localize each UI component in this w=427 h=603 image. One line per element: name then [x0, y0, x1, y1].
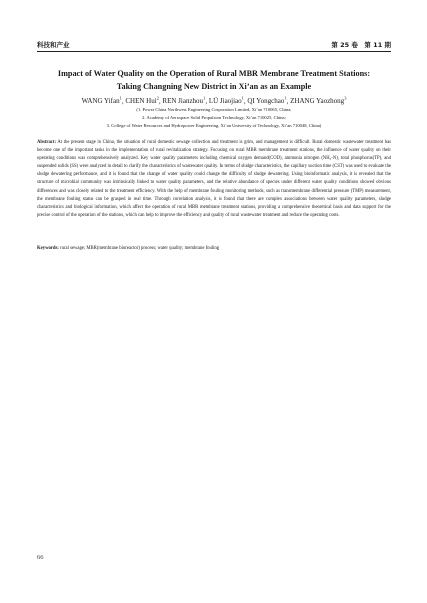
page-number: 66	[37, 554, 44, 561]
affiliation: 2. Academy of Aerospace Solid Propulsion Technology, Xi’an 710025, China;	[142, 115, 286, 121]
author-list: WANG Yifan$^1$, CHEN Hui$^2$, REN Jianzhou$^1$, LÜ Jiaojiao$^1$, QI Yongchao$^1$, ZHANG Yaozhong$^3$	[81, 96, 347, 106]
issue-number: 第 25 卷 第 11 期	[331, 41, 391, 49]
running-head	[37, 40, 391, 51]
author: REN Jianzhou$^1$	[162, 96, 206, 106]
abstract	[37, 139, 391, 220]
header-rule	[37, 51, 391, 52]
keywords	[37, 245, 391, 253]
author: ZHANG Yaozhong$^3$	[290, 96, 347, 106]
journal-name: 科技和产业	[37, 41, 70, 49]
author: QI Yongchao$^1$	[247, 96, 287, 106]
abstract-label: Abstract:	[37, 140, 57, 145]
affiliations	[37, 106, 391, 130]
author: WANG Yifan$^1$	[81, 96, 122, 106]
affiliation: (1. Power China Northwest Engineering Corporation Limited, Xi’an 710065, China;	[136, 107, 292, 112]
abstract-text: At the present stage in China, the situation of rural domestic sewage collection and treatment is grim, and management is difficult. Rural domestic wastewater treatment has become one of the important tasks in the implementation of rural revitalization strategy. Focusing on rural MBR membrane treatment stations, the influence of water quality on their operating conditions was comprehensively analyzed. Key water quality parameters including chemical oxygen demand(COD), ammonia nitrogen (NH₃-N), total phosphorus(TP), and suspended solids (SS) were analyzed in detail to clarify the characteristics of wastewater quality. In terms of sludge characteristics, the capillary suction time (CST) was used to evaluate the sludge dewatering performance, and it is found that the change of water quality could change the difficulty of sludge dewatering. Using bioinformatic analysis, it is revealed that the structure of microbial community was intrinsically linked to water quality parameters, and the relative abundance of species under different water quality conditions showed obvious differences and was closely related to the treatment efficiency. With the help of membrane fouling monitoring methods, such as transmembrane differential pressure (TMP) measurement, the membrane fouling status can be grasped in real time. Through correlation analysis, it is found that there are complex associations between water quality parameters, sludge characteristics and biological information, which affect the operation of rural MBR membrane treatment stations, providing a comprehensive theoretical basis and data support for the precise control of the operation of the stations, which can help to improve the efficiency and quality of rural wastewater treatment and reduce the operating costs.	[37, 140, 391, 218]
keywords-label: Keywords:	[37, 246, 59, 251]
keywords-text: rural sewage; MBR(membrane bioreactor) process; water quality; membrane fouling	[60, 246, 220, 251]
affiliation: 3. College of Water Resources and Hydropower Engineering, Xi’an University of Technology, Xi’an 710048, China)	[106, 123, 322, 129]
author: CHEN Hui$^2$	[125, 96, 159, 106]
title-line-2: Taking Changning New District in Xi’an as an Example	[116, 82, 312, 91]
author: LÜ Jiaojiao$^1$	[208, 96, 244, 106]
title-line-1: Impact of Water Quality on the Operation of Rural MBR Membrane Treatment Stations:	[57, 69, 371, 78]
paper-title	[37, 67, 391, 93]
